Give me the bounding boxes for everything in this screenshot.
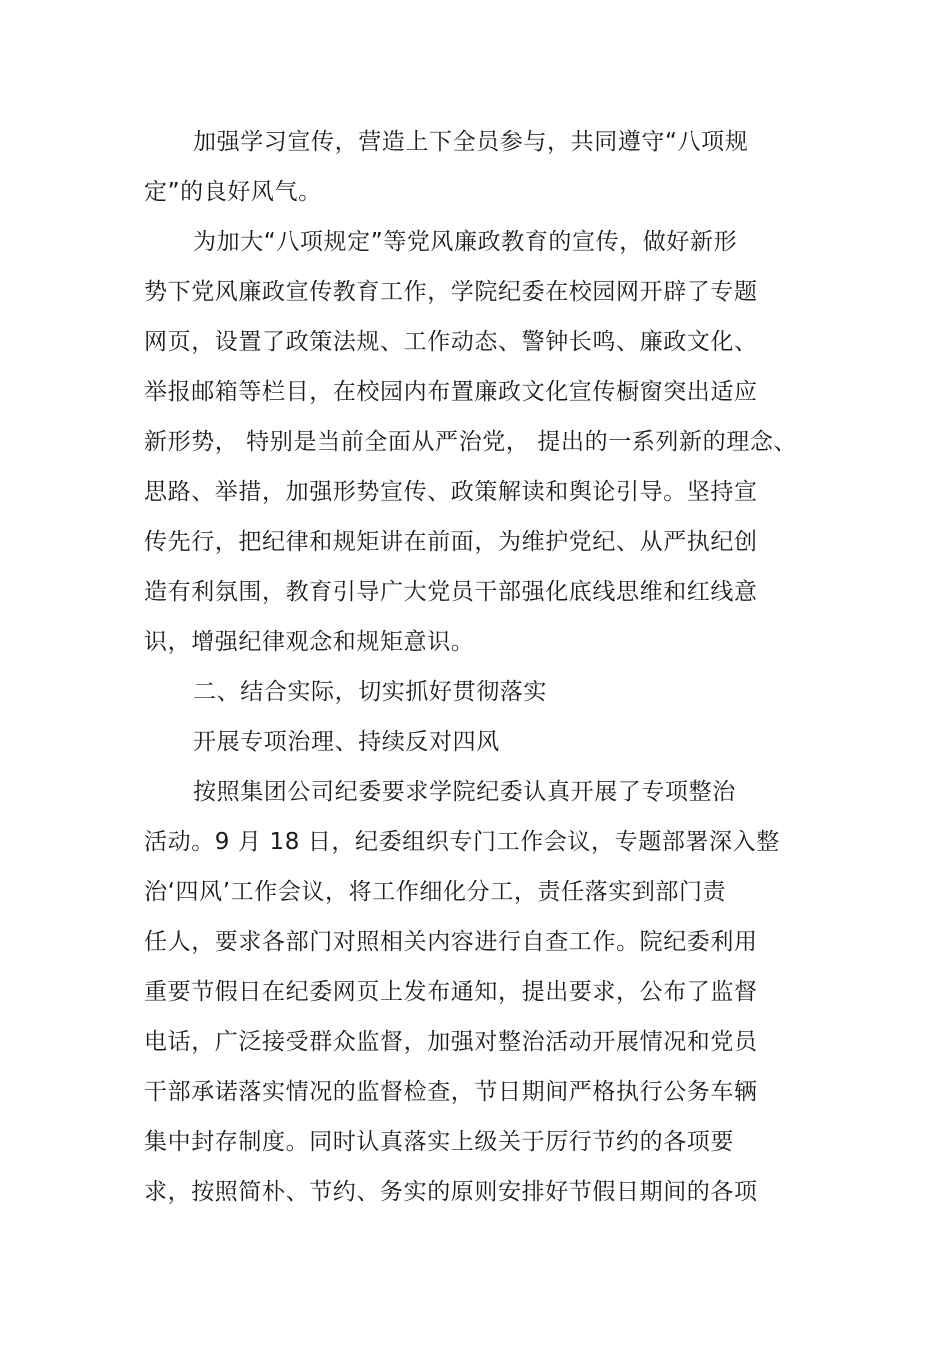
- paragraph-2-line-5: 新形势， 特别是当前全面从严治党， 提出的一系列新的理念、: [144, 429, 798, 455]
- paragraph-3-line-5: 重要节假日在纪委网页上发布通知，提出要求，公布了监督: [144, 979, 758, 1005]
- paragraph-3-line-1: 按照集团公司纪委要求学院纪委认真开展了专项整治: [193, 779, 736, 805]
- paragraph-2-line-4: 举报邮箱等栏目，在校园内布置廉政文化宣传橱窗突出适应: [144, 379, 758, 405]
- paragraph-2-line-3: 网页，设置了政策法规、工作动态、警钟长鸣、廉政文化、: [144, 329, 758, 355]
- paragraph-1-line-1: 加强学习宣传，营造上下全员参与，共同遵守“八项规: [193, 129, 749, 155]
- subsection-heading: 开展专项治理、持续反对四风: [193, 729, 500, 755]
- paragraph-2-line-2: 势下党风廉政宣传教育工作，学院纪委在校园网开辟了专题: [144, 279, 758, 305]
- paragraph-3-line-7: 干部承诺落实情况的监督检查，节日期间严格执行公务车辆: [144, 1079, 758, 1105]
- paragraph-2-line-1: 为加大“八项规定”等党风廉政教育的宣传，做好新形: [193, 229, 738, 255]
- paragraph-3-line-6: 电话，广泛接受群众监督，加强对整治活动开展情况和党员: [144, 1029, 758, 1055]
- paragraph-3-line-3: 治‘四风’工作会议，将工作细化分工，责任落实到部门责: [144, 879, 727, 905]
- paragraph-3-line-4: 任人，要求各部门对照相关内容进行自查工作。院纪委利用: [144, 929, 758, 955]
- paragraph-3-line-9: 求，按照简朴、节约、务实的原则安排好节假日期间的各项: [144, 1179, 758, 1205]
- paragraph-2-line-8: 造有利氛围，教育引导广大党员干部强化底线思维和红线意: [144, 579, 758, 605]
- paragraph-2-line-9: 识，增强纪律观念和规矩意识。: [144, 629, 475, 655]
- paragraph-2-line-6: 思路、举措，加强形势宣传、政策解读和舆论引导。坚持宣: [144, 479, 758, 505]
- paragraph-3-line-8: 集中封存制度。同时认真落实上级关于厉行节约的各项要: [144, 1129, 734, 1155]
- paragraph-2-line-7: 传先行，把纪律和规矩讲在前面，为维护党纪、从严执纪创: [144, 529, 758, 555]
- paragraph-3-line-2: 活动。9 月 18 日，纪委组织专门工作会议，专题部署深入整: [144, 829, 780, 855]
- section-heading: 二、结合实际，切实抓好贯彻落实: [193, 679, 547, 705]
- paragraph-1-line-2: 定”的良好风气。: [144, 179, 322, 205]
